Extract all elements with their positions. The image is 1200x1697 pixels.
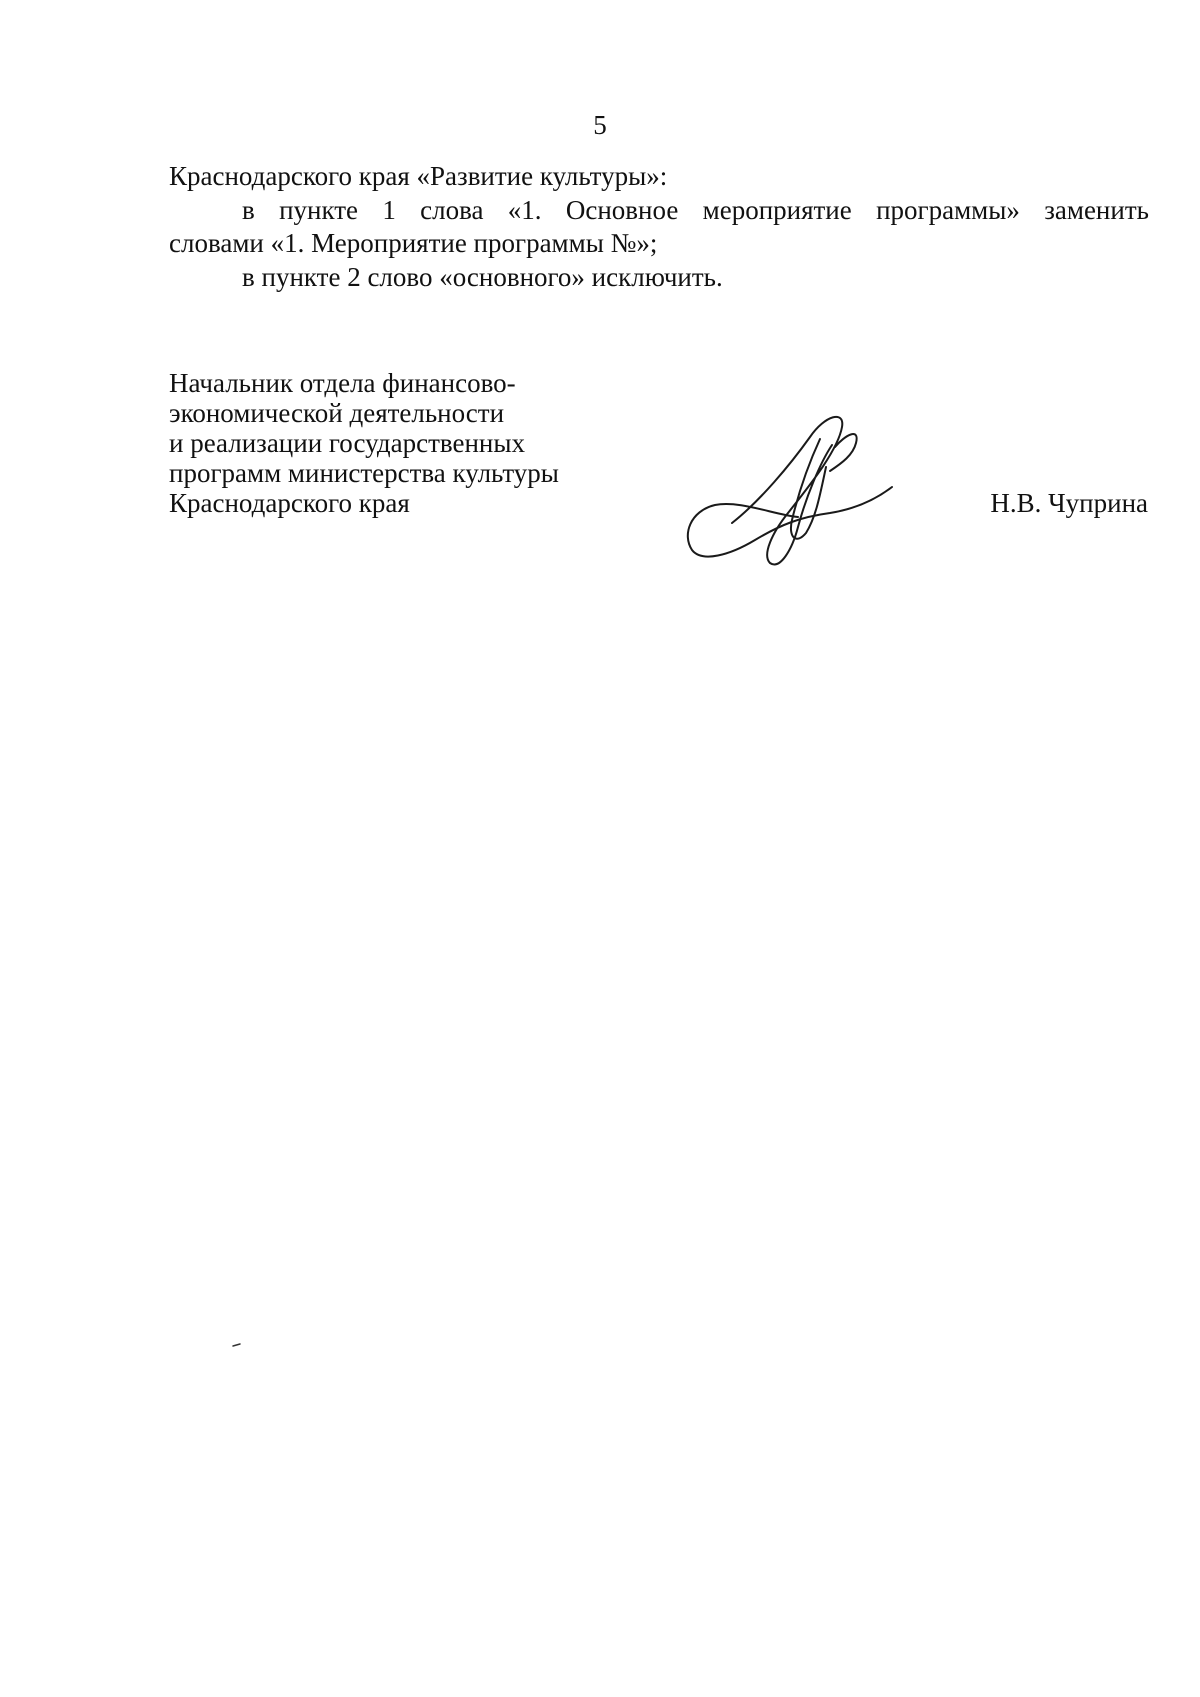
word: заменить (1044, 194, 1149, 225)
word: слова (420, 194, 484, 225)
word: программы» (876, 194, 1020, 225)
word: «1. (507, 194, 542, 225)
word: пункте (279, 194, 359, 225)
item-2-line: в пункте 2 слово «основного» исключить. (242, 261, 723, 292)
position-line: экономической деятельности (169, 398, 505, 428)
word: 1 (382, 194, 396, 225)
word: Основное (565, 194, 679, 225)
page-number: 5 (593, 110, 607, 140)
document-body (169, 160, 1149, 294)
handwritten-signature (670, 405, 910, 570)
signatory-name: Н.В. Чуприна (990, 488, 1148, 518)
item-1-second-line: словами «1. Мероприятие программы №»; (169, 228, 658, 258)
word: в (242, 194, 255, 225)
scan-speck-icon (232, 1343, 241, 1347)
item-1-first-line (169, 194, 1149, 228)
position-line: Краснодарского края (169, 488, 410, 518)
word: мероприятие (702, 194, 852, 225)
position-line: программ министерства культуры (169, 458, 559, 488)
position-line: и реализации государственных (169, 428, 526, 458)
position-line: Начальник отдела финансово- (169, 368, 516, 398)
body-line-intro: Краснодарского края «Развитие культуры»: (169, 161, 668, 191)
